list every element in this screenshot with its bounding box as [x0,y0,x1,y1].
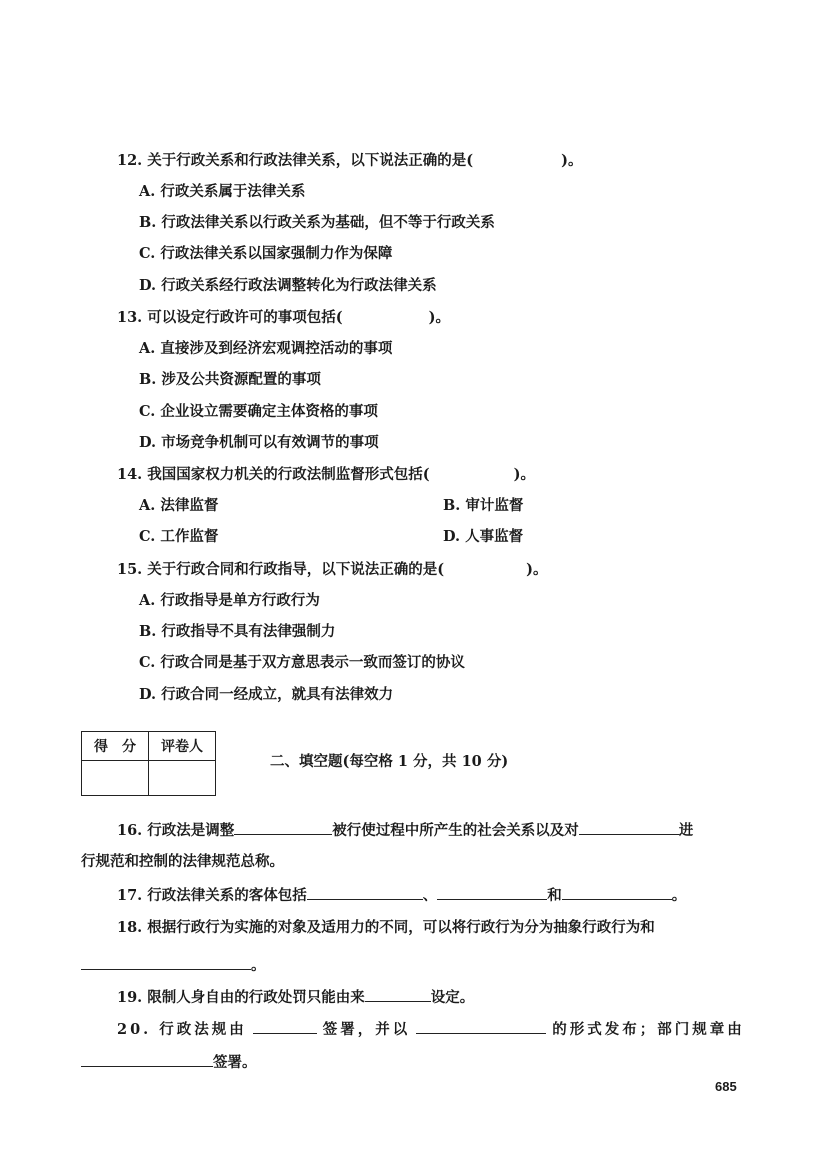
question-12-option-c: C. 行政法律关系以国家强制力作为保障 [139,245,393,262]
q18-blank-1[interactable] [81,955,251,970]
q20-text-3: 的形式发布；部门规章由 [552,1021,745,1038]
question-13-close: )。 [428,309,451,326]
fill-question-20 [117,1019,745,1040]
q17-blank-2[interactable] [437,885,547,900]
question-12-stem: 12. 关于行政关系和行政法律关系，以下说法正确的是( [117,152,474,169]
q17-text-2: 、 [422,887,438,904]
q18-text-2: 。 [251,957,266,974]
question-12-option-a: A. 行政关系属于法律关系 [139,183,306,200]
question-15-option-d: D. 行政合同一经成立，就具有法律效力 [139,686,394,703]
question-15-stem: 15. 关于行政合同和行政指导，以下说法正确的是( [117,561,445,578]
question-12-option-b: B. 行政法律关系以行政关系为基础，但不等于行政关系 [139,214,495,231]
q19-text-1: 19. 限制人身自由的行政处罚只能由来 [117,989,365,1006]
q17-blank-1[interactable] [307,885,423,900]
q19-blank-1[interactable] [365,987,431,1002]
question-13-option-c: C. 企业设立需要确定主体资格的事项 [139,403,378,420]
q17-blank-3[interactable] [562,885,672,900]
q20-blank-1[interactable] [253,1019,317,1034]
question-12-close: )。 [561,152,583,169]
fill-question-17 [117,885,686,906]
question-13-option-d: D. 市场竞争机制可以有效调节的事项 [139,434,379,451]
question-12 [117,151,583,171]
page-number: 685 [715,1079,737,1094]
q16-text-1: 16. 行政法是调整 [117,822,235,839]
q17-text-1: 17. 行政法律关系的客体包括 [117,887,307,904]
question-14-option-b: B. 审计监督 [443,497,524,514]
question-12-option-d: D. 行政关系经行政法调整转化为行政法律关系 [139,277,437,294]
q16-text-3: 进 [678,822,694,839]
question-14-option-d: D. 人事监督 [443,528,524,545]
question-14-close: )。 [513,466,536,483]
question-15-option-a: A. 行政指导是单方行政行为 [139,592,320,609]
question-15-close: )。 [526,561,548,578]
score-label: 得 分 [82,732,149,761]
fill-question-18-cont [81,955,266,976]
q20-text-1: 20. 行政法规由 [117,1021,247,1038]
q16-blank-2[interactable] [579,820,679,835]
question-15-option-b: B. 行政指导不具有法律强制力 [139,623,336,640]
score-box [81,731,216,796]
q17-text-3: 和 [547,887,562,904]
question-13 [117,308,450,328]
q19-text-2: 设定。 [430,989,475,1006]
fill-question-18: 18. 根据行政行为实施的对象及适用力的不同，可以将行政行为分为抽象行政行为和 [117,919,655,936]
q16-text-2: 被行使过程中所产生的社会关系以及对 [332,822,579,839]
q20-text-4: 签署。 [213,1054,257,1071]
fill-question-16 [117,820,693,841]
question-14-option-a: A. 法律监督 [139,497,219,514]
score-cell[interactable] [82,761,149,796]
question-13-option-b: B. 涉及公共资源配置的事项 [139,371,321,388]
q16-blank-1[interactable] [234,820,332,835]
question-15 [117,560,548,580]
question-14-option-c: C. 工作监督 [139,528,219,545]
fill-question-16-cont: 行规范和控制的法律规范总称。 [81,853,284,870]
q17-text-4: 。 [671,887,687,904]
fill-question-20-cont [81,1052,257,1073]
question-14-stem: 14. 我国国家权力机关的行政法制监督形式包括( [117,466,430,483]
q20-blank-2[interactable] [416,1019,546,1034]
grader-label: 评卷人 [149,732,216,761]
question-13-option-a: A. 直接涉及到经济宏观调控活动的事项 [139,340,393,357]
question-14 [117,465,535,485]
question-15-option-c: C. 行政合同是基于双方意思表示一致而签订的协议 [139,654,465,671]
fill-question-19 [117,987,474,1008]
section-2-heading: 二、填空题(每空格 1 分，共 10 分) [270,753,509,770]
grader-cell[interactable] [149,761,216,796]
q20-text-2: 签署，并以 [322,1021,411,1038]
q20-blank-2b[interactable] [81,1052,213,1067]
question-13-stem: 13. 可以设定行政许可的事项包括( [117,309,343,326]
